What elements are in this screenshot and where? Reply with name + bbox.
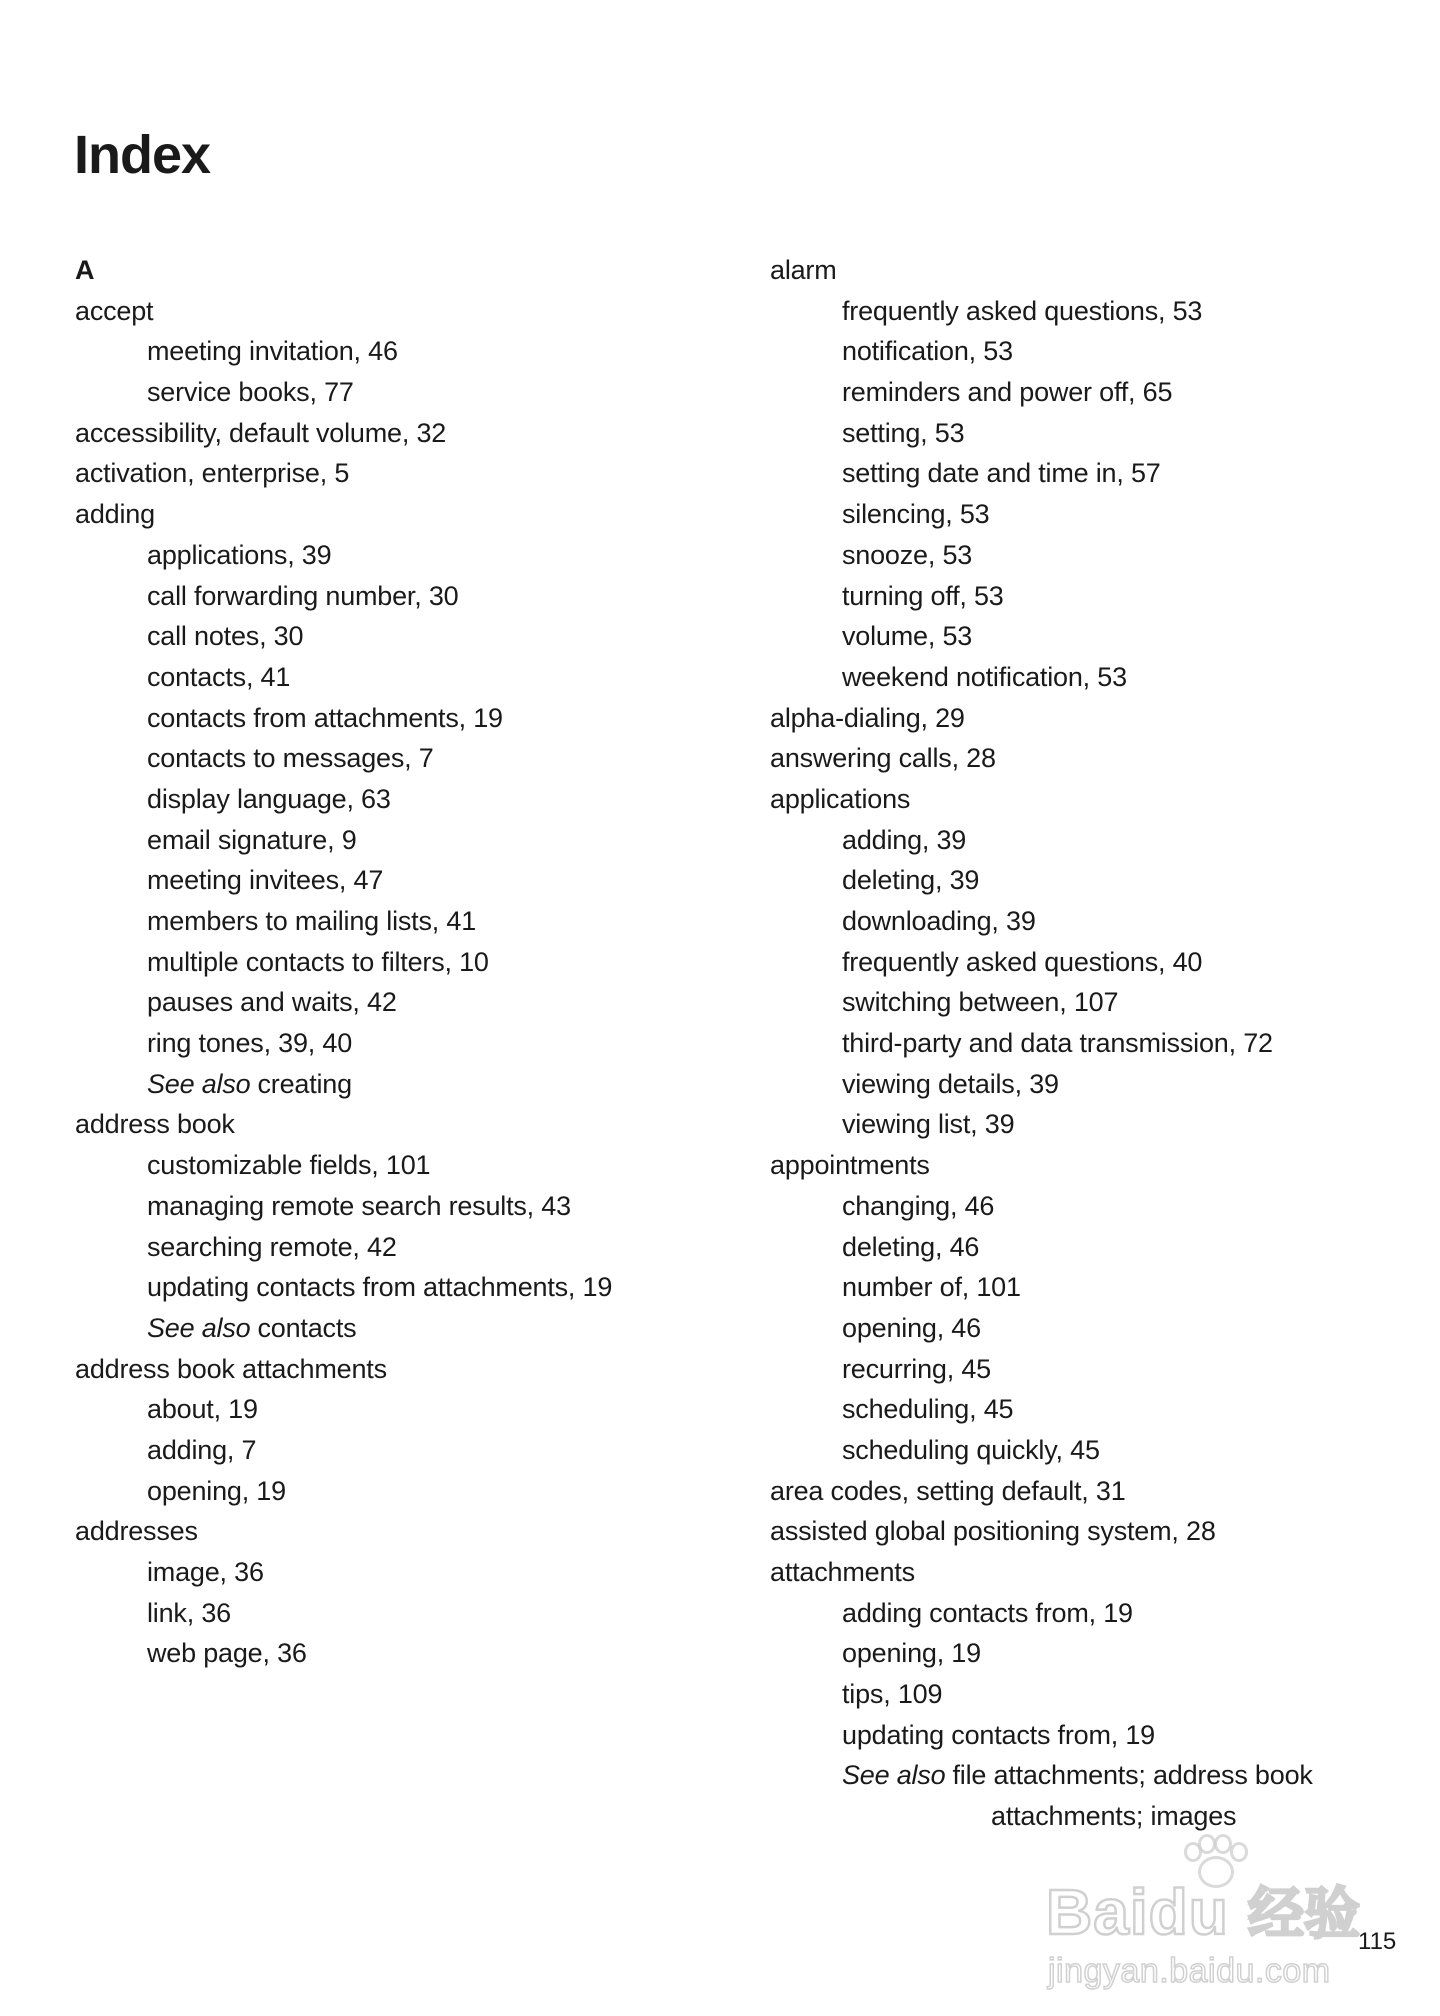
index-entry-text: adding, 39 (842, 824, 967, 855)
index-entry-text: volume, 53 (842, 621, 973, 652)
index-entry-text: snooze, 53 (842, 539, 973, 570)
index-subentry (770, 1755, 1390, 1796)
index-entry (770, 779, 1390, 820)
index-entry (75, 413, 725, 454)
index-entry-text: scheduling, 45 (842, 1394, 1014, 1425)
index-entry-text: frequently asked questions, 40 (842, 946, 1203, 977)
index-entry-text: activation, enterprise, 5 (75, 458, 350, 489)
index-subentry (770, 1227, 1390, 1268)
index-subentry (770, 860, 1390, 901)
index-subentry (770, 942, 1390, 983)
index-subentry (75, 1186, 725, 1227)
index-entry-text: attachments; images (991, 1801, 1237, 1832)
index-entry-text: scheduling quickly, 45 (842, 1434, 1100, 1465)
index-subentry (770, 1064, 1390, 1105)
index-entry-text: updating contacts from attachments, 19 (147, 1272, 613, 1303)
index-entry-text: applications (770, 783, 911, 814)
index-entry-text: deleting, 39 (842, 865, 980, 896)
index-entry (75, 1104, 725, 1145)
index-subentry (75, 738, 725, 779)
index-entry-text: link, 36 (147, 1597, 231, 1628)
index-entry (770, 1145, 1390, 1186)
index-entry-text: address book (75, 1109, 235, 1140)
index-subentry (75, 1308, 725, 1349)
index-entry-text: managing remote search results, 43 (147, 1190, 571, 1221)
index-entry-text: switching between, 107 (842, 987, 1119, 1018)
baidu-watermark (1040, 1830, 1380, 2010)
index-subentry (770, 820, 1390, 861)
see-also-label: See also (842, 1760, 946, 1791)
index-entry-text: call notes, 30 (147, 621, 304, 652)
index-entry-text: alarm (770, 255, 837, 285)
index-subentry (75, 901, 725, 942)
index-subentry (75, 942, 725, 983)
index-entry-text: file attachments; address book (952, 1760, 1313, 1791)
index-subentry (770, 1593, 1390, 1634)
index-entry-text: multiple contacts to filters, 10 (147, 946, 489, 977)
watermark-brand: Baidu (1046, 1876, 1229, 1948)
see-also-label: See also (147, 1068, 251, 1099)
index-entry-text: contacts from attachments, 19 (147, 702, 503, 733)
index-entry-text: appointments (770, 1150, 930, 1181)
index-entry-text: opening, 19 (147, 1475, 286, 1506)
index-entry-text: reminders and power off, 65 (842, 377, 1173, 408)
index-entry-text: image, 36 (147, 1557, 264, 1587)
index-entry-text: changing, 46 (842, 1190, 995, 1221)
index-entry-text: frequently asked questions, 53 (842, 295, 1203, 326)
index-subentry (770, 576, 1390, 617)
index-entry-text: contacts (257, 1312, 357, 1343)
index-entry-text: weekend notification, 53 (842, 661, 1127, 692)
watermark-url: jingyan.baidu.com (1048, 1952, 1331, 1990)
index-entry (75, 494, 725, 535)
index-subentry (75, 1471, 725, 1512)
index-subentry (75, 1633, 725, 1674)
see-also-label: See also (147, 1312, 251, 1343)
index-entry-text: assisted global positioning system, 28 (770, 1516, 1216, 1547)
index-entry-text: customizable fields, 101 (147, 1150, 431, 1181)
index-entry-text: meeting invitees, 47 (147, 865, 384, 896)
index-subentry (75, 616, 725, 657)
index-entry-text: downloading, 39 (842, 906, 1036, 936)
index-entry-text: display language, 63 (147, 783, 391, 814)
index-subentry (770, 372, 1390, 413)
index-entry (75, 1511, 725, 1552)
index-entry-text: third-party and data transmission, 72 (842, 1028, 1273, 1059)
index-entry-text: attachments (770, 1557, 915, 1587)
index-subentry (75, 1430, 725, 1471)
index-subentry (770, 1308, 1390, 1349)
index-subentry (75, 1227, 725, 1268)
index-entry-text: updating contacts from, 19 (842, 1719, 1155, 1750)
index-entry (770, 738, 1390, 779)
index-subentry (770, 901, 1390, 942)
index-letter-heading (75, 250, 725, 291)
index-column-right (770, 250, 1390, 1837)
index-subentry (75, 1023, 725, 1064)
index-entry-text: opening, 46 (842, 1312, 981, 1343)
index-subentry (770, 616, 1390, 657)
index-subentry (75, 820, 725, 861)
index-subentry (770, 1633, 1390, 1674)
index-entry (770, 698, 1390, 739)
index-entry-text: setting date and time in, 57 (842, 458, 1161, 489)
page-title: Index (74, 125, 211, 185)
index-entry-text: alpha-dialing, 29 (770, 702, 965, 733)
index-entry-text: address book attachments (75, 1353, 387, 1384)
index-entry-text: notification, 53 (842, 336, 1013, 367)
index-entry (75, 453, 725, 494)
index-entry-text: contacts to messages, 7 (147, 743, 434, 774)
index-entry (770, 1511, 1390, 1552)
index-entry-text: A (75, 255, 95, 285)
index-subentry (770, 1349, 1390, 1390)
index-subentry (770, 657, 1390, 698)
index-entry-text: addresses (75, 1516, 198, 1547)
index-subentry (770, 331, 1390, 372)
index-subentry (75, 535, 725, 576)
page-number: 115 (1358, 1928, 1397, 1955)
index-subentry (75, 860, 725, 901)
index-subentry (75, 698, 725, 739)
index-subentry (75, 1389, 725, 1430)
index-entry-text: recurring, 45 (842, 1353, 991, 1384)
index-subentry (75, 982, 725, 1023)
index-entry-text: opening, 19 (842, 1638, 981, 1669)
index-entry-text: area codes, setting default, 31 (770, 1475, 1126, 1506)
index-subentry (770, 413, 1390, 454)
index-entry-text: accessibility, default volume, 32 (75, 417, 447, 448)
index-entry-text: web page, 36 (147, 1638, 307, 1669)
index-subentry (75, 576, 725, 617)
index-subentry (75, 1064, 725, 1105)
index-entry-text: viewing list, 39 (842, 1109, 1015, 1140)
index-subentry (770, 1104, 1390, 1145)
index-entry-text: members to mailing lists, 41 (147, 906, 477, 936)
index-subentry (770, 1267, 1390, 1308)
index-subentry (770, 1389, 1390, 1430)
watermark-suffix: 经验 (1248, 1882, 1360, 1945)
index-subentry (770, 494, 1390, 535)
index-subentry (770, 1430, 1390, 1471)
index-subentry (770, 1023, 1390, 1064)
index-entry (770, 1471, 1390, 1512)
index-entry-text: applications, 39 (147, 539, 332, 570)
index-subentry (75, 1145, 725, 1186)
index-entry-text: email signature, 9 (147, 824, 357, 855)
index-entry (770, 250, 1390, 291)
index-entry-text: ring tones, 39, 40 (147, 1028, 353, 1059)
index-entry-text: turning off, 53 (842, 580, 1004, 611)
index-entry-text: searching remote, 42 (147, 1231, 397, 1262)
index-entry-text: pauses and waits, 42 (147, 987, 397, 1018)
index-subentry (75, 1593, 725, 1634)
index-subentry (770, 1715, 1390, 1756)
index-entry-text: setting, 53 (842, 417, 965, 448)
index-entry-text: viewing details, 39 (842, 1068, 1059, 1099)
index-entry-text: adding, 7 (147, 1434, 257, 1465)
index-entry-text: about, 19 (147, 1394, 258, 1425)
index-entry (75, 291, 725, 332)
index-entry-text: meeting invitation, 46 (147, 336, 398, 367)
index-entry-text: deleting, 46 (842, 1231, 980, 1262)
index-entry-text: silencing, 53 (842, 499, 990, 530)
index-subentry (770, 291, 1390, 332)
index-entry-text: adding (75, 499, 155, 530)
index-entry-text: adding contacts from, 19 (842, 1597, 1133, 1628)
index-subentry (770, 453, 1390, 494)
index-entry (75, 1349, 725, 1390)
index-entry (770, 1552, 1390, 1593)
index-subentry (75, 372, 725, 413)
index-subentry (770, 535, 1390, 576)
index-subentry (75, 779, 725, 820)
index-subentry (770, 1674, 1390, 1715)
index-entry-text: call forwarding number, 30 (147, 580, 459, 611)
index-entry-text: creating (257, 1068, 352, 1099)
index-entry-text: answering calls, 28 (770, 743, 996, 774)
index-entry-text: number of, 101 (842, 1272, 1021, 1303)
index-entry-text: tips, 109 (842, 1679, 943, 1710)
index-subentry (770, 982, 1390, 1023)
index-subentry (770, 1186, 1390, 1227)
index-subentry (75, 657, 725, 698)
index-subentry (75, 331, 725, 372)
index-entry-text: contacts, 41 (147, 661, 291, 692)
index-entry-text: accept (75, 295, 154, 326)
index-entry-text: service books, 77 (147, 377, 354, 408)
index-subentry (75, 1552, 725, 1593)
index-subentry (75, 1267, 725, 1308)
index-column-left (75, 250, 725, 1674)
